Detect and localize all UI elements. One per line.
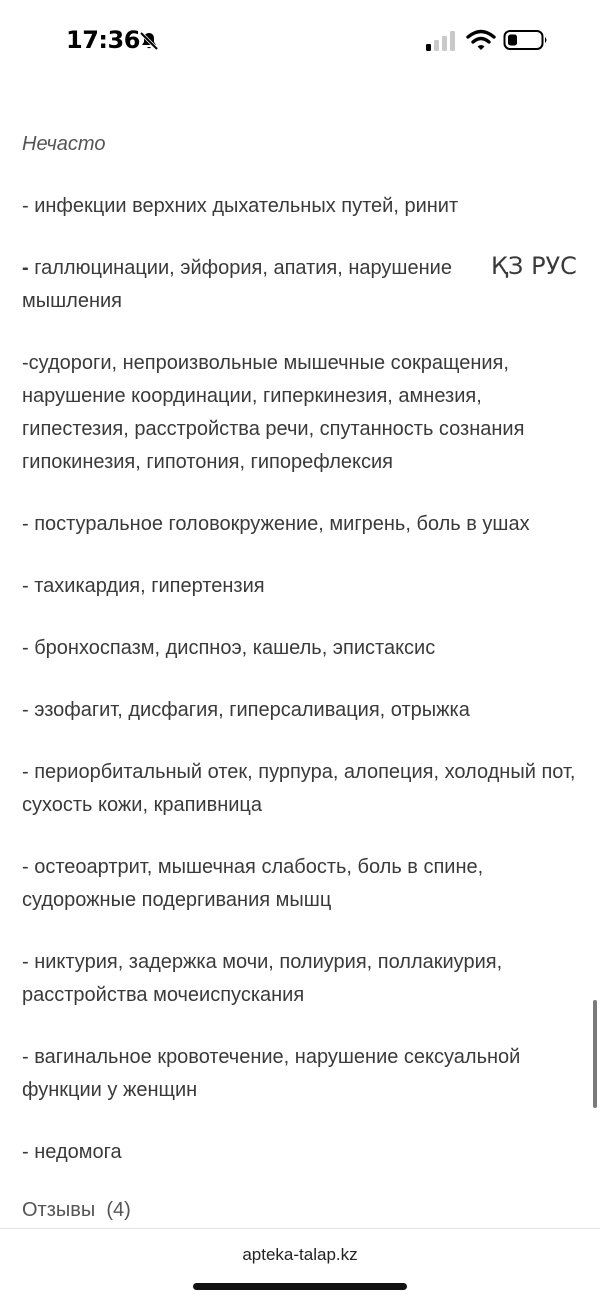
side-effect-item: - вагинальное кровотечение, нарушение сексуальной функции у женщин bbox=[22, 1046, 521, 1101]
reviews-tab[interactable] bbox=[22, 1194, 131, 1226]
side-effects-section bbox=[22, 128, 582, 1198]
side-effect-item: - остеоартрит, мышечная слабость, боль в спине, судорожные подергивания мышц bbox=[22, 856, 484, 911]
status-time: 17:36 bbox=[66, 26, 140, 54]
side-effect-item: -судороги, непроизвольные мышечные сокращения, нарушение координации, гиперкинезия, амнезия, гипестезия, расстройства речи, спутанность сознания гипокинезия, гипотония, гипорефлексия bbox=[22, 352, 525, 473]
reviews-count: (4) bbox=[106, 1199, 131, 1221]
side-effect-item: - недомога bbox=[22, 1141, 122, 1163]
side-effect-item: - периорбитальный отек, пурпура, алопеция, холодный пот, сухость кожи, крапивница bbox=[22, 761, 576, 816]
side-effect-item: - инфекции верхних дыхательных путей, ринит bbox=[22, 195, 459, 217]
lang-ru-link[interactable]: РУС bbox=[531, 252, 577, 280]
side-effect-item bbox=[22, 252, 484, 318]
wifi-icon bbox=[466, 29, 496, 51]
side-effect-item: - постуральное головокружение, мигрень, боль в ушах bbox=[22, 513, 530, 535]
bold-dash: - bbox=[22, 257, 29, 279]
bell-slash-icon bbox=[138, 30, 160, 52]
home-indicator[interactable] bbox=[193, 1283, 407, 1290]
battery-icon bbox=[503, 29, 549, 51]
side-effect-item: - никтурия, задержка мочи, полиурия, поллакиурия, расстройства мочеиспускания bbox=[22, 951, 503, 1006]
side-effect-item: - бронхоспазм, диспноэ, кашель, эпистаксис bbox=[22, 637, 436, 659]
lang-kz-link[interactable]: ҚЗ bbox=[491, 252, 524, 280]
scrollbar-thumb[interactable] bbox=[593, 1000, 597, 1108]
frequency-heading: Нечасто bbox=[22, 133, 106, 155]
side-effect-item: - эзофагит, дисфагия, гиперсаливация, отрыжка bbox=[22, 699, 470, 721]
side-effect-text: галлюцинации, эйфория, апатия, нарушение мышления bbox=[22, 257, 452, 312]
browser-bottom-bar bbox=[0, 1228, 600, 1301]
side-effect-item: - тахикардия, гипертензия bbox=[22, 575, 265, 597]
address-bar-url[interactable]: apteka-talap.kz bbox=[242, 1245, 358, 1264]
reviews-label: Отзывы bbox=[22, 1199, 96, 1221]
status-bar bbox=[0, 0, 600, 80]
cellular-signal-icon bbox=[426, 30, 458, 52]
